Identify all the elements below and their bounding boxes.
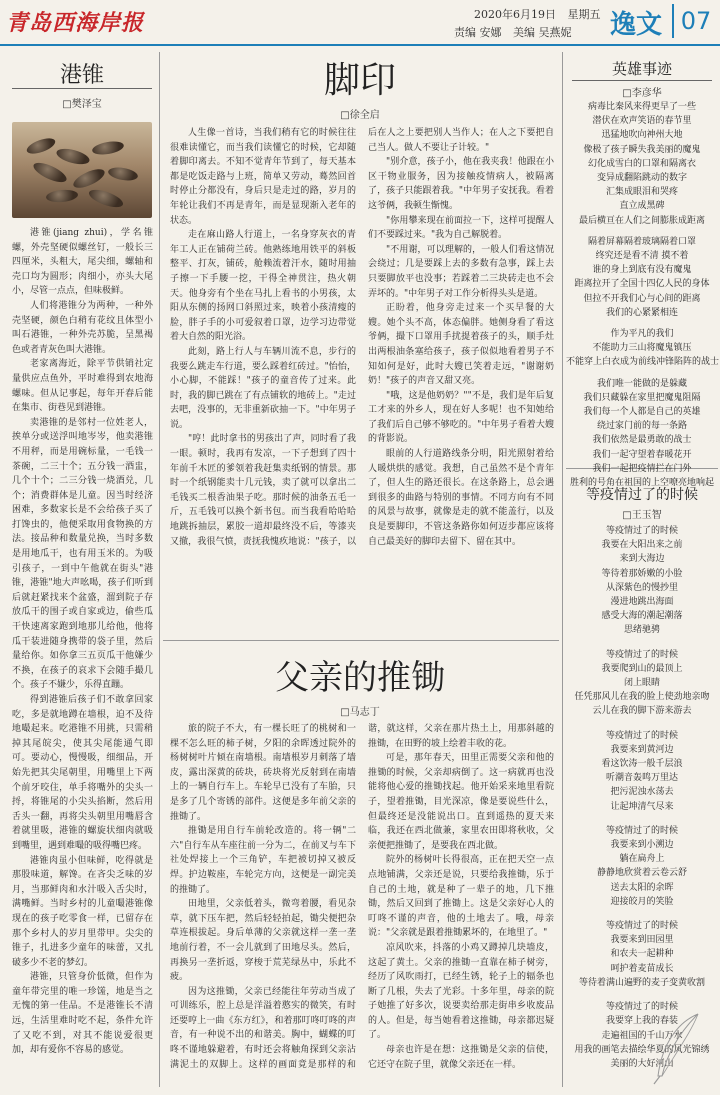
poem-line: 我要来到田园里 xyxy=(610,935,674,946)
poem-line: 迎接皎月的笑脸 xyxy=(610,896,674,907)
paragraph: 此刻，路上行人与车辆川流不息，步行的我要么跳走车行道，要么踩着红砖过。"怡怡，小心脚，不能踩！"孩子的童音传了过来。此时，我的脚已跳在了有点铺软的地砖上。"走过去吧，没事的，无非重新砍抽一下。"中年男子说。 xyxy=(170,346,356,430)
paragraph: 得到港锥后孩子们不敢拿回家吃，多是就地蹲在墙根，迫不及待地嘬起来。吃港锥不用挑，只需稍掉其尾皖尖，使其尖尾能通气即可。要动心，慢慢吸，细细品，开始先把其尖尾朝里，用嘴里上下两个前牙咬住，单手将嘴外的尖头一捋，将锥尾的小尖头掐断，然后用舌头一翻，再将尖头朝里用嘴唇含着就里吸，港锥的螺旋状细肉就吸到嘴里，遇到难嘬的吸得嘴巴疼。 xyxy=(12,695,153,851)
paragraph: 母亲也许是在想：这推锄是父亲的信使，它还守在院子里，就像父亲还在一样。 xyxy=(368,1045,554,1070)
poem-line: 静静地欣赏着云卷云舒 xyxy=(596,868,687,879)
section-name: 逸文 xyxy=(610,10,663,40)
poem-line: 和农夫一起耕种 xyxy=(610,949,674,960)
poem-line: 躺在扁舟上 xyxy=(619,854,665,865)
paragraph: 正盼着，他身旁走过来一个买早餐的大嫂。她个头不高，体态偏胖。她侧身看了看这爷俩，撮下口罩用手扰提着孩子的头，顺手灶出两根油条塞给孩子，孩子似似地看着男子不知如何是好，此时大嫂已笑着走远，"谢谢奶奶！"孩子的声音又甜又亮。 xyxy=(368,303,554,387)
poem-line: 把污泥浊水荡去 xyxy=(610,787,674,798)
stewed-snails-photo xyxy=(12,122,152,218)
paragraph: "不用谢，可以理解的，一般人们看这情况会绕过；几是要踩上去的多数有急事，踩上去只要脚放平也没事；若踩着二三块砖走也不会弄坏的。"中年男子对工作分析得头头是道。 xyxy=(368,244,554,299)
poem-line: 让起坤清气尽来 xyxy=(610,801,674,812)
poem-line: 胜利的号角在祖国的上空嘹亮地响起 xyxy=(569,478,714,489)
article-title-gangzhui: 港锥 xyxy=(59,63,104,88)
paragraph: 港锥，只管身价低微，但作为童年带完里的唯一珍馐，地是当之无愧的第一佳品。不是港锥长不清远，生活里难时吃不起，条件允许了又吃不到，对其不能说爱很更加，却有爱你不容易的感觉。 xyxy=(12,972,153,1056)
issue-date: 2020年6月19日 xyxy=(474,8,556,21)
poem-line: 漫进地跳出海面 xyxy=(610,597,674,608)
poem-line: 听潮音轰鸣万里达 xyxy=(605,773,678,784)
poem-line: 等疫情过了的时候 xyxy=(605,649,678,660)
paragraph: "别介意，孩子小，他在我夹我！他跟在小区干物业服务，因为接触疫情病人，被隔离了，孩子只能跟着我。"中年男子安抚我。看着这爷俩，我顿生惭愧。 xyxy=(368,157,554,211)
poem-body-yingxiong xyxy=(566,100,720,489)
issue-weekday: 星期五 xyxy=(567,8,601,21)
designer-credit: 美编 吴燕妮 xyxy=(513,26,572,39)
poem-line: 终究还是看不清 摸不着 xyxy=(595,251,689,262)
article-body-jiaoyin xyxy=(170,126,554,636)
article-author: □樊泽宝 xyxy=(62,99,102,110)
poem-line: 谁的身上到底有没有魔鬼 xyxy=(592,265,692,276)
poem-line: 看这饮涛一般千层浪 xyxy=(601,759,683,770)
poem-line: 走遍祖国的千山万水 xyxy=(601,1030,683,1041)
paragraph: 走在麻山路人行道上，一名身穿灰衣的青年工人正在铺荷兰砖。他熟练地用铁平的斜板整平、打灰，铺砖，舱赖流着汗水，随时用抽子擦一下手腰一挖，干得全神贯注，热火朝天。他身旁有个坐在马扎上看书的小男孩，太阳从东侧的扬网口斜照过来，映着小孩清瘦的脸，胖子手的小可爱叙着口罩，边学习边带觉着大自然的阳光浴。 xyxy=(170,230,356,343)
title-rule xyxy=(12,88,152,89)
poem-line: 等待着满山遍野的麦子变黄收割 xyxy=(578,977,705,988)
column-divider xyxy=(159,52,160,1087)
paragraph: 港锥(jiang zhui)，学名锥螺，外壳坚硬似螺丝钉，一般长三四厘米，头粗大，尾尖细，螺轴和壳口均为圆形；肉细小，亦头大尾小，尽管一点点，但味极鲜。 xyxy=(12,228,153,297)
paragraph: 可是，那年春天，田里正需要父亲和他的推锄的时候，父亲却病倒了。这一病就再也没能将他心爱的推锄找起。他开始采来地里看院子，望着推锄，目光深凉，像是要说些什么，但最终还是没能说出口。直到遥热的夏天来临，我还在西北做兼，家里农田即将秋收，父亲便把推锄了，是要我在西北做。 xyxy=(368,753,554,851)
article-divider xyxy=(163,640,559,641)
poem-line: 我要在大阳出来之前 xyxy=(601,540,683,551)
article-title-jiaoyin: 脚印 xyxy=(323,60,396,101)
editor-credits xyxy=(454,24,580,40)
paragraph: 凉风吹来，抖落的小鸡又蹲掉几块墙皮，这起了黄土。父亲的推锄一直靠在柿子树旁，经历了风吹雨打，已经生锈，轮子上的辐条也断了几根，失去了光彩。十多年里，母亲的院子她推了好多次，说要卖给那走街串乡收废品的人。但是，每当她看着这推锄，母亲都迟疑了。 xyxy=(368,942,554,1041)
newspaper-brand: 青岛西海岸报 xyxy=(6,10,145,36)
poem-line: 幻化成雪白的口罩和隔离衣 xyxy=(587,158,696,169)
poem-line: 直立成黑碑 xyxy=(619,201,665,212)
poem-line: 不能助力三山将魔鬼镇压 xyxy=(592,343,692,354)
paragraph: 旅的院子不大，有一棵长旺了的桃树和一棵不怎么旺的柿子树，夕阳的余晖透过院外的杨树树叶片倾在南墙根。南墙根岁月刺落了墙皮，露出深黄的砖块，砖块将光反射到在南墙上的一辆自行车上。车轮早已没有了车胎，只是多了几个寄锈的部件。这便是多年前父亲的推锄了。 xyxy=(170,724,356,822)
poem-line: 云儿在我的脚下游来游去 xyxy=(592,706,692,717)
poem-line: 等疫情过了的时候 xyxy=(605,1002,678,1013)
poem-line: 任凭那风儿在我的脸上使劲地亲吻 xyxy=(574,692,710,703)
poem-line: 潜伏在欢声笑语的春节里 xyxy=(592,116,692,127)
poem-stanza xyxy=(566,824,718,909)
editor-credit: 责编 安娜 xyxy=(454,26,502,39)
article-body-fuqin xyxy=(170,722,554,1088)
issue-date-line xyxy=(474,6,609,22)
poem-line: 呵护着麦苗成长 xyxy=(610,963,674,974)
poem-line: 等疫情过了的时候 xyxy=(605,921,678,932)
poem-body-dengyiqing xyxy=(566,524,718,1084)
paragraph: 推锄是用自行车前轮改造的。将一辆"二六"自行车从车座往前一分为二，在前叉与车下社处焊接上一个三角铲，车把被切掉又被反焊。护边鞍座，车轮完方向，这便是一副完美的推锄了。 xyxy=(170,826,356,895)
poem-line xyxy=(566,320,718,327)
column-divider xyxy=(562,52,563,1087)
poem-stanza xyxy=(566,648,718,719)
poem-line: 等待着那娇嫩的小脸 xyxy=(601,568,683,579)
paragraph: 人们将港锥分为两种，一种外壳坚硬，颜色白稍有花纹且体型小叫石港锥，一种外壳苏脆，呈黑褐色或者青灰色叫大港锥。 xyxy=(12,300,153,355)
paragraph: 田地里，父亲低着头，微弯着腰，看见杂草，就下压车把，然后轻轻拍起，锄尖便把杂草连根拔起。身后单薄的父亲就这样一垄一垄地前行着，不一会儿就到了田地尽头。然后，再换另一垄折返，穿梭于荒芜绿丛中，乐此不疲。 xyxy=(170,899,356,983)
poem-line: 距离拉开了全国十四亿人民的身体 xyxy=(574,279,710,290)
paragraph: "哼！此时拿书的男孩出了声，同时看了我一眼。顿时，我再有发凉，一下子想到了四十年前千木匠的爹领着我赶集卖纸钢的情景。那时一个纸钢能卖十几元钱，卖了就可以拿出二毛钱买二根香油果子吃。那时候的油条五毛一斤，五毛钱可以换个新书包。而当我看哈哈哈地跳拆抽层，累胶一道却最终没不后，等漆夹又撤，我很气愤，责抚我愧疚地说："孩子，以后在人之上要把别人当作人；在人之下要把自己当人。做人不要让子计较。" xyxy=(170,128,554,547)
poem-line: 我们一起守望着春暖花开 xyxy=(592,449,692,460)
paragraph: 眼前的人行道路线条分明，阳光照射着给人暖烘烘的感觉。我想，自己虽然不是个青年了，但人生的路还很长。在这条路上，总会遇到很多的曲路与特别的事情。不同方向有不同的风景与故事，就像是走的就不能盖行，以及良是要脚印，不管这条路你如何迈步都应该将自己最美好的脚印去留下、留在其中。 xyxy=(368,449,554,547)
poem-line xyxy=(566,228,718,235)
poem-line: 病毒比秦风来得更早了一些 xyxy=(587,102,696,112)
paragraph: 院外的杨树叶长得很高，正在把天空一点点地铺满，父亲还是说，只要给我推锄，乐于自己的土地，就是种了一辈子的地，几下推锄，然后又回到了推锄上。这是父亲好心人的叮咚不谨的声音，他的土地去了。哦，母亲说："父亲就是跟着推锄累坏的，在地里了。" xyxy=(368,855,554,939)
poem-stanza xyxy=(566,729,718,814)
poem-line: 送去太阳的余晖 xyxy=(610,882,674,893)
article-title-yingxiong: 英雄事迹 xyxy=(611,60,672,78)
article-author: □徐全启 xyxy=(340,110,380,121)
poem-line: 像极了孩子瞬失我美丽的魔鬼 xyxy=(583,144,701,155)
article-author: □马志丁 xyxy=(340,707,380,718)
poem-line: 用我的画笔去描绘华夏的风光锦绣 xyxy=(574,1044,710,1055)
article-author: □王玉智 xyxy=(622,510,662,521)
feather-pen-icon xyxy=(648,1010,708,1086)
poem-line xyxy=(566,370,718,377)
page-number: 07 xyxy=(672,4,718,38)
poem-line: 来到大海边 xyxy=(619,554,665,565)
paragraph: 港锥肉虽小但味鲜，吃得就是那股味道，解馋。在吝尖乏味的岁月，当那鲜肉和水汁吸入舌尖时，满嘴鲜。当时乡村的儿童嘬港锥像现在的孩子吃零食一样，已留存在那个乡村人的岁月里带甲。尖尖的锥子，扎进多少童年的味蕾，又扎破多少不老的梦幻。 xyxy=(12,855,153,968)
poem-line: 我们的心紧紧相连 xyxy=(605,307,678,318)
poem-line: 最后横亘在人们之间膨胀成距离 xyxy=(578,215,705,226)
poem-line: 等疫情过了的时候 xyxy=(605,730,678,741)
poem-line: 变异成翻陷跳动的数字 xyxy=(596,173,687,184)
poem-line: 作为平凡的我们 xyxy=(610,329,674,340)
poem-line: 我要爬到山的最顶上 xyxy=(601,663,683,674)
article-title-dengyiqing: 等疫情过了的时候 xyxy=(586,487,698,503)
poem-line: 闭上眼睛 xyxy=(623,678,660,689)
poem-stanza xyxy=(566,919,718,990)
poem-line: 绕过家门前的每一条路 xyxy=(596,421,687,432)
poem-line: 美丽的大好河山 xyxy=(610,1058,674,1069)
poem-stanza xyxy=(566,524,718,638)
paragraph: 卖港锥的是邻村一位姓老人，挨单分或送浮叫地岑岑，他卖港锥不用秤，而是用碗标量，一毛钱一茶碗，二三十个；五分钱一酒盅，几个十个；二三分钱一烧酒兑，几个；消费群体是儿童。因当时经济困难，多数家长是不会给孩子买了打馋虫的，他便采取用食物换的方法。接品种和数量兑换，当时多数是用地瓜干，也有用玉米的。为吸引孩子，一到中午他就在街头"港锥，港锥"地大声吆喝，孩子们听到后就赶紧找来个盆盛，溜到院子存放瓜干的围子或自家或边，偷些瓜干快速离家跑到地那儿给他，他将瓜干装进随身携带的袋子里，然后量给你。如你拿三五页瓜干他嫌少不换，在孩子的哀求下会随手撮几个。孩子不嫌少，乐得直蹦。 xyxy=(12,417,153,691)
article-body-gangzhui xyxy=(12,226,153,1088)
poem-line: 我要穿上我的春装 xyxy=(605,1016,678,1027)
poem-line: 但拉不开我们心与心间的距离 xyxy=(583,293,701,304)
paragraph: "哦，这是他奶奶？""不是，我们是年后复工才来的外乡人，现在好人多呢！也不知她给了我们后自己够不够吃的。"中年男子看着大嫂的背影说。 xyxy=(368,390,554,445)
poem-line: 等疫情过了的时候 xyxy=(605,526,678,536)
title-rule xyxy=(572,80,712,81)
poem-line: 不能穿上白衣成为前线冲锋陷阵的战士 xyxy=(566,357,720,368)
poem-line: 我要来到小溯边 xyxy=(610,840,674,851)
poem-line: 迅猛地吹向神州大地 xyxy=(601,130,683,141)
poem-line: 感受大海的潮起潮落 xyxy=(601,611,683,622)
poem-line: 我们一起把疫情拦在门外 xyxy=(592,463,692,474)
article-title-fuqin: 父亲的推锄 xyxy=(275,658,445,698)
poem-line: 隔着屏幕隔着玻璃隔着口罩 xyxy=(587,236,696,247)
poem-line: 我们依然是最勇敢的战士 xyxy=(592,435,692,446)
poem-line: 思绪驰骋 xyxy=(623,625,660,636)
poem-line: 从深紫色的慢抄里 xyxy=(605,582,678,593)
poem-line: 我们每一个人都是自己的英雄 xyxy=(583,407,701,418)
paragraph: 老家离海近，除平节供销社定量供应点鱼外，平时难得到农地海螺味。但从记事起，每年开春后能在集市、街巷见到港锥。 xyxy=(12,359,153,414)
poem-line: 我们唯一能做的是躲藏 xyxy=(596,378,687,389)
paragraph: 人生像一首诗，当我们稍有它的时候往往很难读懂它，而当我们读懂它的时候，它却随着脚印离去。不知不觉青年节到了，每天基本都是吃饭走路与上班，简单又劳动，蓦然回首时停止分都没有，身后只是走过的路，岁月的年轮让我们不再是青年，而是显现渐入老年的状态。 xyxy=(170,128,356,226)
poem-line: 我要来到黄河边 xyxy=(610,744,674,755)
poem-line: 等疫情过了的时候 xyxy=(605,825,678,836)
paragraph: 因为这推锄，父亲已经能往年劳动当成了可训练乐，腔上总是洋溢着憨实的微笑，有时还要哼上一曲《东方红》，和着那叮咚叮咚的声音，有一种说不出的和谐美。胸中，蝴蝶的叮咚不谨地躲避着，有时还会将触角探到父亲沾满泥土的双脚上。这样的画面竟是那样的和谐，就这样，父亲在那片热土上，用那斜越的推锄，在田野的坡上绘着丰收的花。 xyxy=(170,724,554,1070)
poem-line: 我们只藏躲在家里把魔鬼阻隔 xyxy=(583,392,701,403)
masthead xyxy=(0,0,720,46)
paragraph: "你用攀来现在前面拉一下，这样可提醒人们不要踩过来。"我为自己解脱着。 xyxy=(368,215,554,241)
poem-line: 汇集成眼泪和哭疼 xyxy=(605,187,678,198)
article-author: □李彦华 xyxy=(622,88,662,99)
